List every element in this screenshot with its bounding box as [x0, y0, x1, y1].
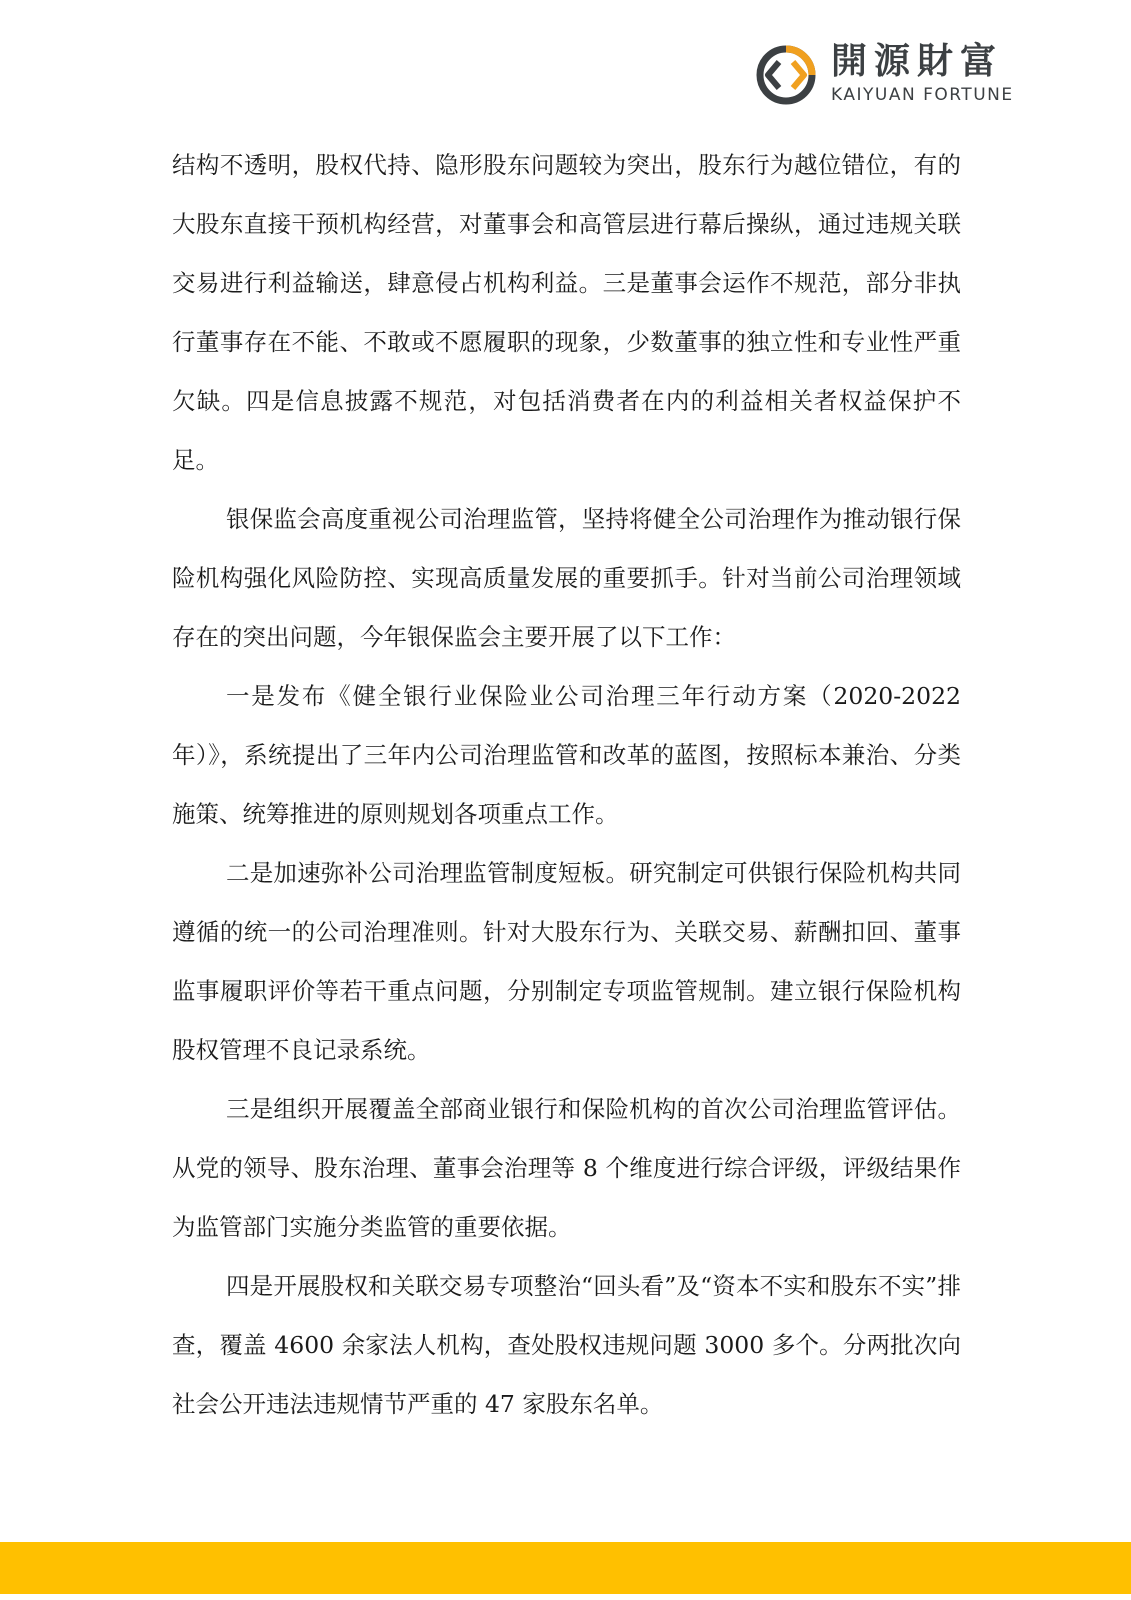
body-paragraph: 三是组织开展覆盖全部商业银行和保险机构的首次公司治理监管评估。从党的领导、股东治理、董事会治理等 8 个维度进行综合评级，评级结果作为监管部门实施分类监管的重要依据。 — [172, 1095, 961, 1241]
body-paragraph: 四是开展股权和关联交易专项整治“回头看”及“资本不实和股东不实”排查，覆盖 4600 余家法人机构，查处股权违规问题 3000 多个。分两批次向社会公开违法违规情节严重的 47 家股东名单。 — [172, 1272, 961, 1418]
document-body — [172, 136, 961, 1434]
footer-accent-bar — [0, 1542, 1131, 1594]
body-paragraph: 一是发布《健全银行业保险业公司治理三年行动方案（2020-2022年）》，系统提出了三年内公司治理监管和改革的蓝图，按照标本兼治、分类施策、统筹推进的原则规划各项重点工作。 — [172, 682, 961, 828]
body-paragraph: 银保监会高度重视公司治理监管，坚持将健全公司治理作为推动银行保险机构强化风险防控、实现高质量发展的重要抓手。针对当前公司治理领域存在的突出问题，今年银保监会主要开展了以下工作： — [172, 505, 961, 651]
kaiyuan-fortune-logo — [755, 40, 1045, 110]
body-paragraph: 二是加速弥补公司治理监管制度短板。研究制定可供银行保险机构共同遵循的统一的公司治理准则。针对大股东行为、关联交易、薪酬扣回、董事监事履职评价等若干重点问题，分别制定专项监管规制。建立银行保险机构股权管理不良记录系统。 — [172, 859, 961, 1064]
kaiyuan-logo-icon — [755, 44, 817, 106]
body-paragraph-continued: 结构不透明，股权代持、隐形股东问题较为突出，股东行为越位错位，有的大股东直接干预机构经营，对董事会和高管层进行幕后操纵，通过违规关联交易进行利益输送，肆意侵占机构利益。三是董事会运作不规范，部分非执行董事存在不能、不敢或不愿履职的现象，少数董事的独立性和专业性严重欠缺。四是信息披露不规范，对包括消费者在内的利益相关者权益保护不足。 — [172, 151, 961, 474]
logo-english-name: KAIYUAN FORTUNE — [831, 85, 1014, 105]
logo-chinese-name: 開源財富 — [831, 41, 1004, 82]
